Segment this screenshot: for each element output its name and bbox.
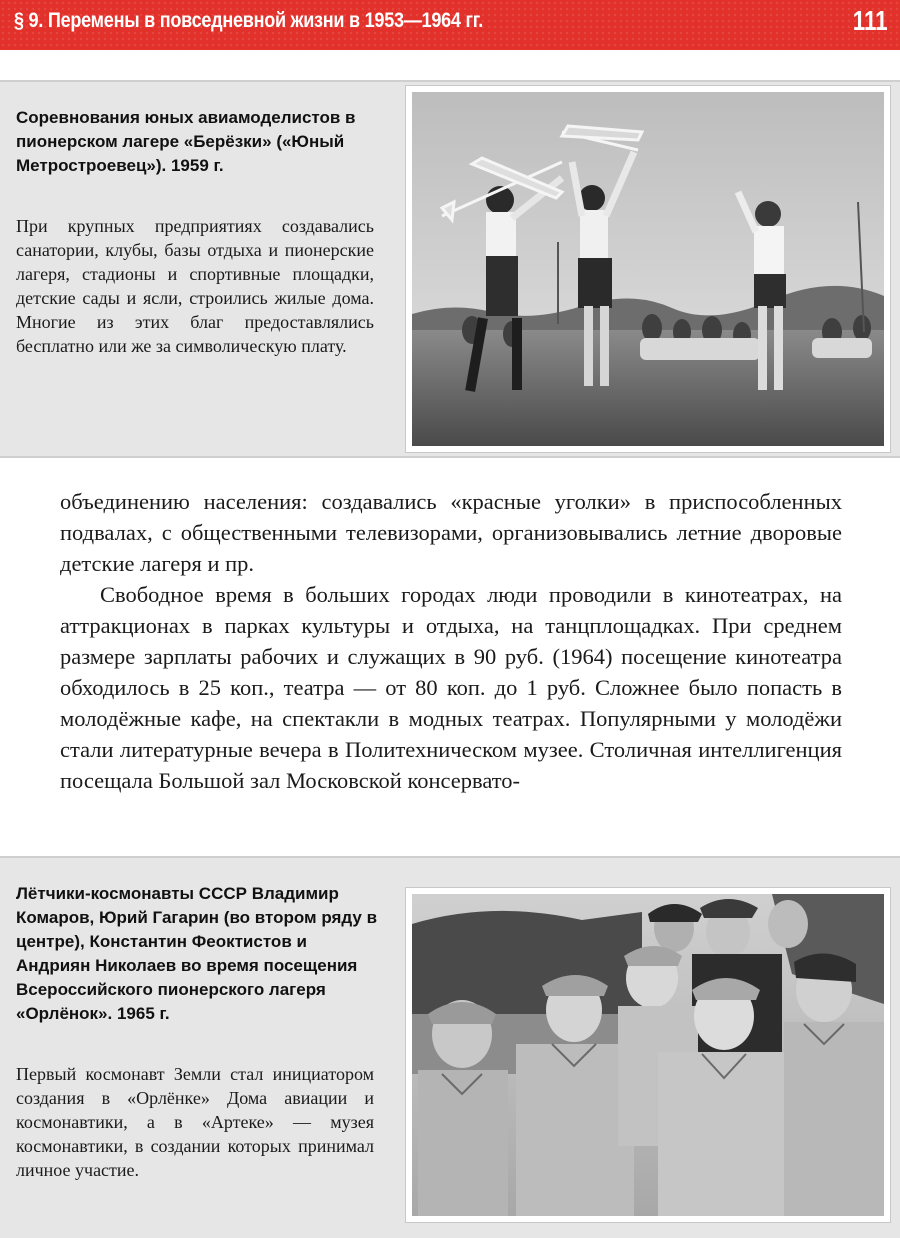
photo-caption-title: Соревнования юных авиамоделистов в пионерском лагере «Берёзки» («Юный Метростроевец»). 1959 г. xyxy=(16,108,356,175)
photo-caption-text: При крупных предприятиях создавались санатории, клубы, базы отдыха и пионерские лагеря, стадионы и спортивные площадки, детские сады и ясли, строились жилые дома. Многие из этих благ предоставлялись бесплатно или же за символическую плату. xyxy=(16,216,374,356)
photo-cosmonauts xyxy=(406,888,890,1222)
section-title: § 9. Перемены в повседневной жизни в 1953—1964 гг. xyxy=(14,9,483,32)
cosmonauts-photo-image xyxy=(412,894,884,1216)
photo-aeromodellers xyxy=(406,86,890,452)
page-number: 111 xyxy=(853,5,888,36)
photo-caption-title: Лётчики-космонавты СССР Владимир Комаров, Юрий Гагарин (во втором ряду в центре), Константин Феоктистов и Андриян Николаев во время посещения Всероссийского пионерского лагеря «Орлёнок». 1965 г. xyxy=(16,884,378,1023)
paragraph: объединению населения: создавались «красные уголки» в приспособленных подвалах, с общественными телевизорами, организовывались летние дворовые детские лагеря и пр. xyxy=(60,489,842,576)
top-illustration-panel xyxy=(0,80,900,458)
main-text xyxy=(60,486,842,796)
page-header xyxy=(0,0,900,50)
photo-caption-text: Первый космонавт Земли стал инициатором создания в «Орлёнке» Дома авиации и космонавтики, а в «Артеке» — музея космонавтики, в создании которых принимал личное участие. xyxy=(16,1064,374,1180)
aeromodellers-photo-image xyxy=(412,92,884,446)
bottom-illustration-panel xyxy=(0,856,900,1238)
paragraph: Свободное время в больших городах люди проводили в кинотеатрах, на аттракционах в парках культуры и отдыха, на танцплощадках. При среднем размере зарплаты рабочих и служащих в 90 руб. (1964) посещение кинотеатра обходилось в 25 коп., театра — от 80 коп. до 1 руб. Сложнее было попасть в молодёжные кафе, на спектакли в модных театрах. Популярными у молодёжи стали литературные вечера в Политехническом музее. Столичная интеллигенция посещала Большой зал Московской консервато- xyxy=(60,582,842,793)
